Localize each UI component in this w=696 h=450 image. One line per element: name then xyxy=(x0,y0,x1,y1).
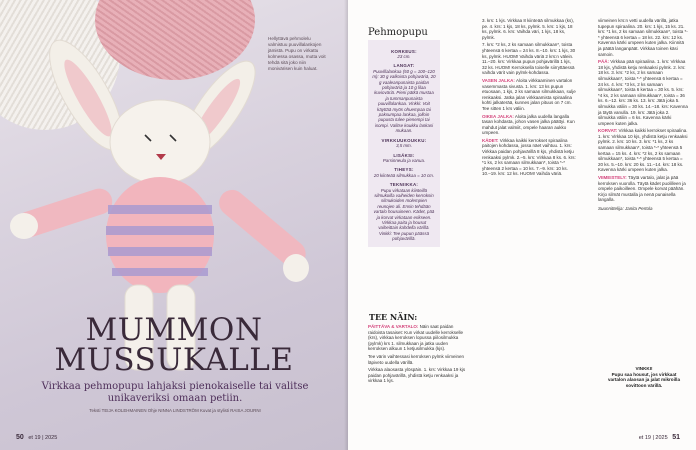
info-label: KORKEUS: xyxy=(391,48,417,54)
section-label: OIKEA JALKA: xyxy=(482,113,514,119)
paragraph-text: Täytä vartalo, jalat ja pää kerroksen vuorolla. Täytä kädet puolilleen ja ompele paikoilleen. Ompele korvat päähän. Kirjo silmät mustalla ja nenä punaisella langalla. xyxy=(598,175,686,203)
paragraph-text: Virkkaa kaikki kerrokset spiraalina paitojen kohdassa, jossa näet vaihtuu. 1. krs: Virkkaa paidan pohjavärillä 8 kjs, yhdistä ketju renkaaksi pylmk. 2.–5. krs: Virkkaa 8 ks. 6. krs: *1 ks, 2 ks samaan silmukkaan*, toista *-* yhteensä 2 kertaa = 10 ks. 7.–9. krs: 10 ks. 10.–19. krs: 12 ks. HUOM! Vaihda väriä. xyxy=(482,137,576,177)
info-value: Puuvillalankaa (50 g = 100–120 m): 30 g valkoista pohjaväriä, 20 g vaaleanpunaista paidan pohjaväriä ja 10 g lilaa kuvioväriä. Pieni pätkä mustaa ja tummanpunaista puuvillalankaa. Vinkki: Voit käyttää myös ohuempaa tai paksumpaa lankaa, jolloin pupusta tulee pienempi tai isompi. Valitse koukku lankasi mukaan. xyxy=(372,68,436,134)
paragraph-text: Virkkaa kaikki kerrokset spiraalina. 1. krs: Virkkaa 10 kjs, yhdistä ketju renkaaksi pylmk. 2. krs: 10 ks. 3. krs: *1 ks, 2 ks samaan silmukkaan*, toista *-* yhteensä 5 kertaa = 15 ks. 4. krs: *2 ks, 2 ks samaan silmukkaan*, toista *-* yhteensä 5 kertaa = 20 ks. 5.–10. krs: 20 ks. 11.–14. krs: 18 ks. Kavenna kärki umpeen kuten jalka. xyxy=(598,128,688,173)
magazine-issue-right: et 19 | 2025 xyxy=(638,435,668,441)
paragraph xyxy=(482,18,576,40)
info-label: TEKNIIKKA: xyxy=(389,182,419,188)
info-label: VIRKKUUKOUKKU: xyxy=(381,137,427,143)
section-label: KÄDET: xyxy=(482,137,499,143)
paragraph xyxy=(598,18,688,57)
info-label: LANGAT: xyxy=(393,63,415,69)
tip-title: VINKKI! xyxy=(635,366,653,371)
paragraph xyxy=(368,324,468,352)
magazine-issue-left: et 19 | 2025 xyxy=(28,435,58,441)
paragraph-text: Suunnittelija: Janita Pertola xyxy=(598,206,653,211)
pattern-title: Pehmopupu xyxy=(368,27,428,38)
section-label: VIIMEISTELY: xyxy=(598,175,627,181)
materials-box xyxy=(368,40,440,247)
section-label: VASEN JALKA: xyxy=(482,77,515,83)
paragraph xyxy=(482,138,576,177)
article-credit: Teksti TEIJA KOLEHMAINEN Ohje NINNA LINDSTRÖM Kuvat ja stylisti RAISA JOURNI xyxy=(89,408,261,413)
headline-line-1: MUMMON xyxy=(85,312,263,348)
paragraph xyxy=(482,78,576,112)
section-label: KORVAT: xyxy=(598,128,618,134)
paragraph-text: Näin saat paidan raidoista tasaiset: Kun virkat uudelle kerrokselle (krs), virkkaa kerroksen lopussa piilosilmukka (pylmk) krs 1. silmukkaan ja jatka uuden kerroksen alkuun 1 ketjusilmukka (kjs). xyxy=(368,324,464,352)
info-value: Pupu virkataan kiinteillä silmukoilla vaiheiden kerroksin silmukoiden molempien reunojen ali. Ensin tehdään vartalo housuineen. Kädet, pää ja korvat virkataan erikseen. Virkkaa paita ja housut vaiheittain kahdella värillä. Vinkki: Tee pupun päässä pohjavärillä. xyxy=(373,187,435,242)
paragraph xyxy=(482,42,576,76)
paragraph xyxy=(482,114,576,136)
info-value: 20 kiinteää silmukkaa = 10 cm. xyxy=(373,172,435,178)
paragraph-text: viimeinen krs:n vetti uudella värillä, jatka tupepun spiraalina. 20. krs: 1 kjs, 15 ks. 21. krs: *1 ks, 2 ks samaan silmukkaan*, toista *-* yhteensä 6 kertaa = 18 ks. 22. krs: 12 ks. Kavenna kärki umpeen kuten jalka. Kiinnitä ja päätä langanpäät. Virkkaa toinen käsi samoin. xyxy=(598,18,688,57)
info-label: LISÄKSI: xyxy=(393,152,415,158)
right-page xyxy=(348,0,696,450)
paragraph-text: 7. krs: *2 ks, 2 ks samaan silmukkaan*, toista yhteensä 6 kertaa = 24 ks. 8.–10. krs: 1 kjs, 30 ks, pylmk. HUOM! Vaihda väriä 2 krs:n välein. 11.–20. krs: Virkkaa pupun pohjavärillä 1 kjs, 32 ks. HUOM! Kerroksella toiselle siirryttäessä vaihda värit vain pylmk-kohdassa. xyxy=(482,42,576,76)
paragraph-text: Virkkaa pää spiraalina. 1. krs: Virkkaa 18 kjs, yhdistä ketju renkaaksi pylmk. 2. krs: 18 ks. 3. krs: *2 ks, 2 ks samaan silmukkaan*, toista *-* yhteensä 6 kertaa = 24 ks. 4. krs: *3 ks, 2 ks samaan silmukkaan*, toista 6 kertaa = 30 ks. 5. krs: *4 ks, 2 ks samaan silmukkaan*, toista = 36 ks. 6.–12. krs: 36 ks. 13. krs: Jätä joka 5. silmukka väliin = 30 ks. 14.–18. krs: Kavenna ja täytä vanulla. 19. krs: Jätä joka 2. silmukka väliin = 6 ks. Kavenna kärki umpeen kuten jalka. xyxy=(598,59,688,126)
paragraph-text: 3. krs: 1 kjs. Virkkaa 8 kiinteää silmukkaa (ks), pe. 4. krs: 1 kjs, 18 ks, pylmk. 5. krs: 1 kjs, 18 ks, pylmk. 6. krs: Vaihda väri, 1 kjs, 18 ks, pylmk. xyxy=(482,18,574,40)
paragraph-text: Virkkaa alaosasta ylöspäin. 1. krs: Virkkaa 19 kjs paidan pohjavärillä, yhdistä ketju renkaaksi ja virkkaa 1 kjs. xyxy=(368,367,466,384)
info-value: 23 cm. xyxy=(397,54,411,59)
designer-credit xyxy=(598,206,688,212)
paragraph-text: Aloita jalka uudella langalla tasan kohdasta, johon vasen jalka päättyi. Kun mahdut jalat valmiit, ompele haaran aukko umpeen. xyxy=(482,113,575,136)
photo-caption: Hellyttävä pehmolelu valmistuu puuvillalankojen jämistä. Pupu on virkattu kolmessa osassa, mutta voit tehdä sitä joko niin monivärisen kuin haluat. xyxy=(268,36,326,71)
instructions-column-3 xyxy=(598,18,688,214)
folio-left xyxy=(16,434,57,441)
section-label: PÄITTÄVA & VARTALO: xyxy=(368,324,419,329)
tip-text: Pupu saa housut, jos virkkaat vartalon alaosan ja jalat mikroilla sovittoon värillä. xyxy=(608,371,680,388)
headline-line-2: MUSSUKALLE xyxy=(54,342,294,378)
instructions-column-1 xyxy=(368,324,468,386)
instructions-heading: TEE NÄIN: xyxy=(369,312,418,322)
page-number-left: 50 xyxy=(16,434,24,441)
info-value: Parsinneula ja vanua. xyxy=(382,157,426,163)
page-number-right: 51 xyxy=(672,434,680,441)
paragraph-text: Tee värin vaihtessasi kerroksen pylmk viimeinen läpiveto uudella värillä. xyxy=(368,353,465,365)
paragraph xyxy=(598,59,688,126)
paragraph xyxy=(598,175,688,203)
paragraph xyxy=(368,354,468,365)
instructions-column-2 xyxy=(482,18,576,179)
section-label: PÄÄ: xyxy=(598,59,609,65)
info-value: 3,5 mm. xyxy=(396,143,412,149)
paragraph xyxy=(368,367,468,384)
info-column xyxy=(368,27,440,247)
paragraph-text: Aloita virkkaaminen vartalon vasemmasta sivusta. 1. krs: 13 ks pupun etuosaan, 1 kjs, 2 ks samaan silmukkaan, sulje renkaaksi. Jatka jalan virkkaamista spiraalina kohti jalkaterää, kunnes jalan pituus on 7 cm. Tee sitten 1 krs väliin. xyxy=(482,77,576,111)
paragraph xyxy=(598,128,688,173)
info-label: TIHEYS: xyxy=(394,167,414,173)
folio-right xyxy=(639,434,680,441)
tip-box xyxy=(603,366,685,388)
article-deck: Virkkaa pehmopupu lahjaksi pienokaiselle tai valitse unikaveriksi omaan petiin. xyxy=(41,381,309,404)
